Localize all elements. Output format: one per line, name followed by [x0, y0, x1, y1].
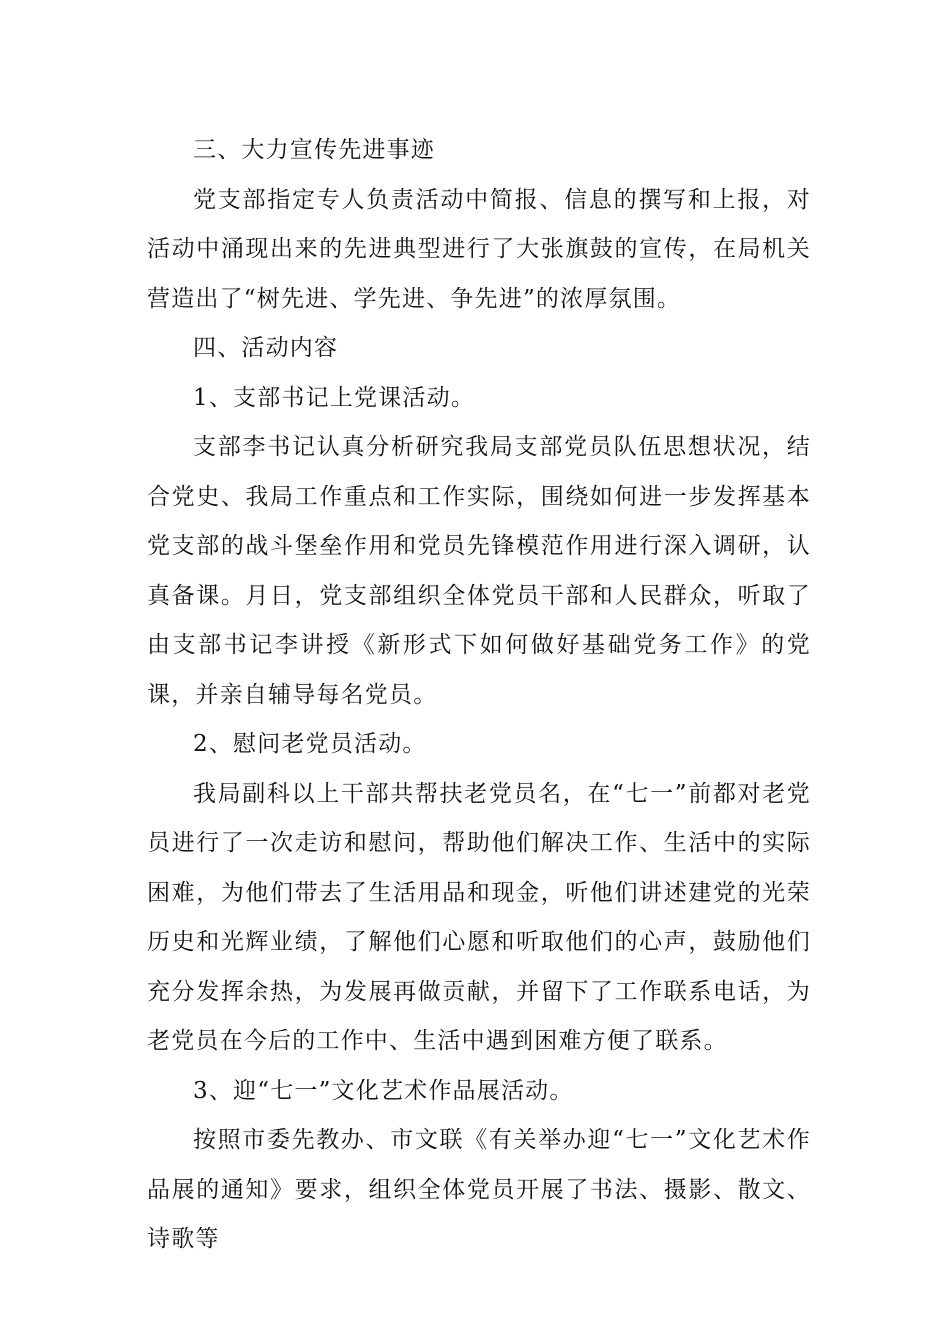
body-paragraph: 党支部指定专人负责活动中简报、信息的撰写和上报，对活动中涌现出来的先进典型进行了大张旗鼓的宣传，在局机关营造出了“树先进、学先进、争先进”的浓厚氛围。	[147, 186, 811, 312]
section-heading-4: 四、活动内容	[193, 335, 339, 361]
body-paragraph: 支部李书记认真分析研究我局支部党员队伍思想状况，结合党史、我局工作重点和工作实际，围绕如何进一步发挥基本党支部的战斗堡垒作用和党员先锋模范作用进行深入调研，认真备课。月日，党支部组织全体党员干部和人民群众，听取了由支部书记李讲授《新形式下如何做好基础党务工作》的党课，并亲自辅导每名党员。	[147, 434, 811, 708]
subheading-3: 3、迎“七一”文化艺术作品展活动。	[193, 1077, 574, 1104]
body-paragraph: 按照市委先教办、市文联《有关举办迎“七一”文化艺术作品展的通知》要求，组织全体党员开展了书法、摄影、散文、诗歌等	[147, 1127, 811, 1252]
subheading-1: 1、支部书记上党课活动。	[193, 384, 476, 411]
subheading-2: 2、慰问老党员活动。	[193, 731, 427, 757]
document-body	[147, 126, 811, 1265]
body-paragraph: 我局副科以上干部共帮扶老党员名，在“七一”前都对老党员进行了一次走访和慰问，帮助他们解决工作、生活中的实际困难，为他们带去了生活用品和现金，听他们讲述建党的光荣历史和光辉业绩，了解他们心愿和听取他们的心声，鼓励他们充分发挥余热，为发展再做贡献，并留下了工作联系电话，为老党员在今后的工作中、生活中遇到困难方便了联系。	[147, 780, 811, 1054]
section-heading-3: 三、大力宣传先进事迹	[193, 137, 435, 163]
